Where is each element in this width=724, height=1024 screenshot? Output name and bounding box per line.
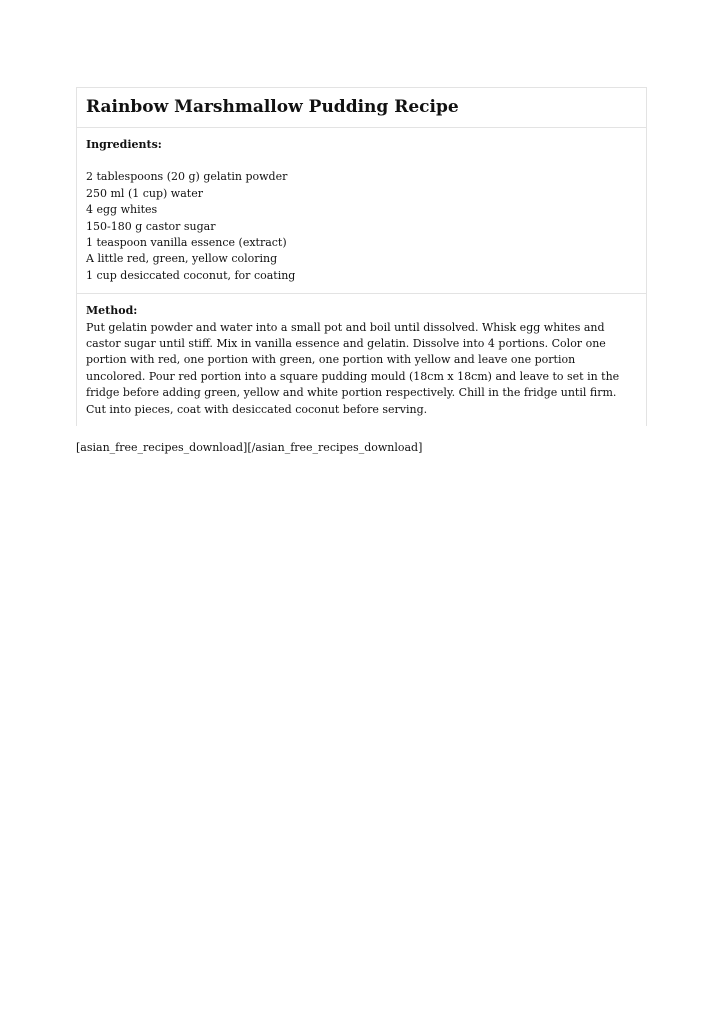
ingredient-item: A little red, green, yellow coloring [86,252,278,266]
ingredients-list [86,169,637,284]
ingredient-item: 2 tablespoons (20 g) gelatin powder [86,170,288,184]
ingredient-item: 150-180 g castor sugar [86,219,216,233]
recipe-title: Rainbow Marshmallow Pudding Recipe [86,97,459,117]
ingredient-item: 1 teaspoon vanilla essence (extract) [86,236,287,250]
recipe-card [76,87,647,426]
method-label: Method: [86,304,138,318]
ingredient-item: 250 ml (1 cup) water [86,186,203,200]
ingredient-item: 1 cup desiccated coconut, for coating [86,268,296,282]
method-section [77,294,646,426]
ingredients-section [77,128,646,294]
ingredient-item: 4 egg whites [86,203,158,217]
recipe-title-row [77,88,646,128]
method-text: Put gelatin powder and water into a small pot and boil until dissolved. Whisk egg whites and castor sugar until stiff. Mix in vanilla essence and gelatin. Dissolve into 4 portions. Color one portion with red, one portion with green, one portion with yellow and leave one portion uncolored. Pour red portion into a square pudding mould (18cm x 18cm) and leave to set in the fridge before adding green, yellow and white portion respectively. Chill in the fridge until firm. Cut into pieces, coat with desiccated coconut before serving. [86,320,620,416]
download-shortcode-text: [asian_free_recipes_download][/asian_free_recipes_download] [76,441,423,454]
ingredients-label: Ingredients: [86,138,162,151]
